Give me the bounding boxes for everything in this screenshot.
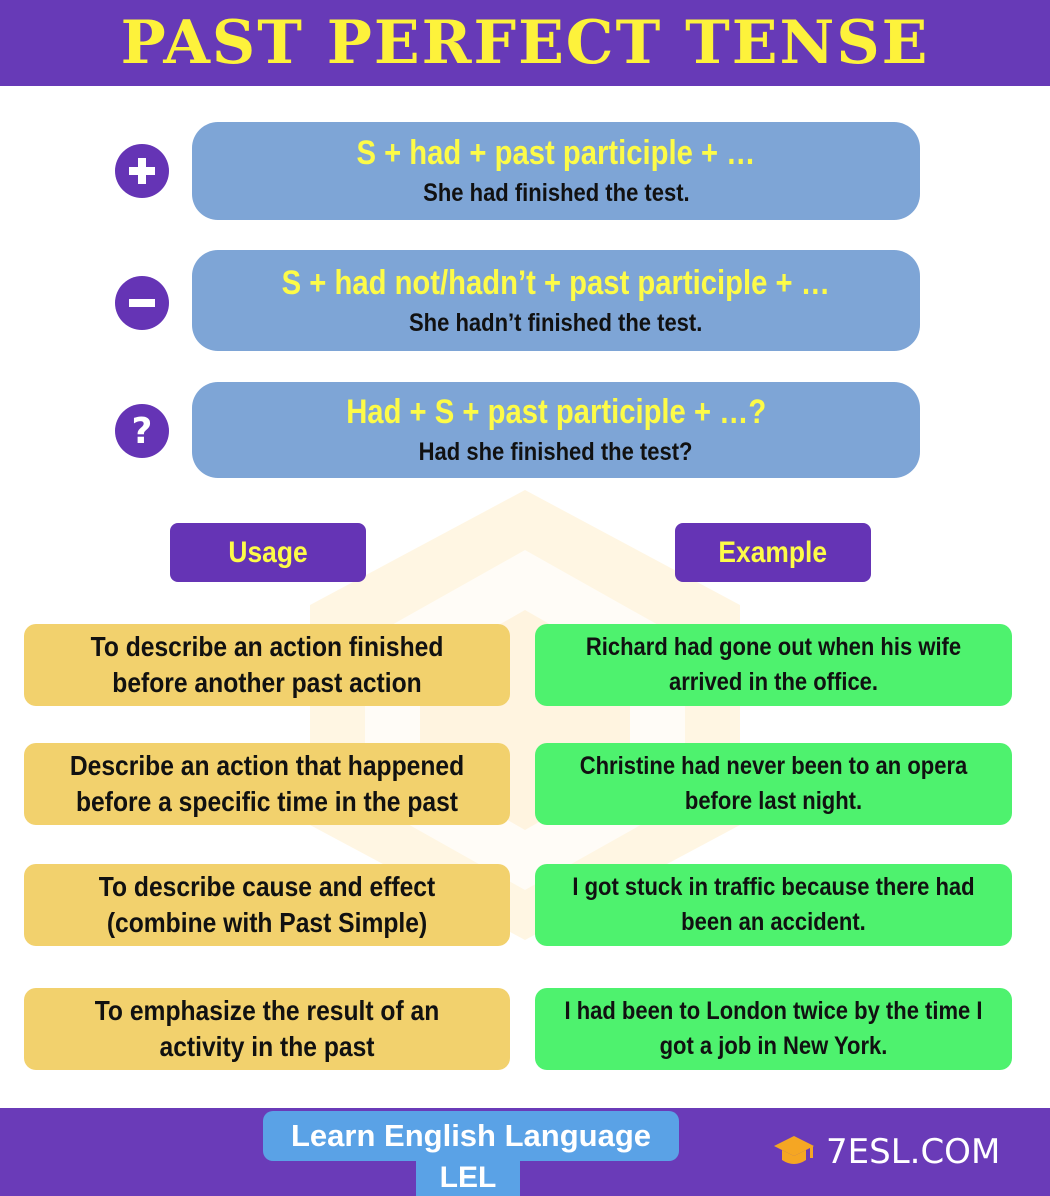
title-bar bbox=[0, 0, 1050, 86]
question-formula-box bbox=[192, 382, 920, 478]
example-item: I got stuck in traffic because there had been an accident. bbox=[535, 864, 1012, 946]
usage-item: Describe an action that happened before a specific time in the past bbox=[24, 743, 510, 825]
affirmative-formula: S + had + past participle + … bbox=[356, 134, 756, 172]
negative-formula-box bbox=[192, 250, 920, 351]
question-example: Had she finished the test? bbox=[419, 438, 693, 466]
example-label: Example bbox=[675, 523, 871, 582]
lel-badge: Learn English Language bbox=[263, 1111, 679, 1161]
usage-label: Usage bbox=[170, 523, 366, 582]
usage-item: To describe cause and effect (combine with Past Simple) bbox=[24, 864, 510, 946]
brand-logo bbox=[772, 1127, 1000, 1177]
brand-text: 7ESL.COM bbox=[826, 1132, 1001, 1172]
example-item: Richard had gone out when his wife arrived in the office. bbox=[535, 624, 1012, 706]
page-title: PAST PERFECT TENSE bbox=[120, 8, 930, 78]
lel-short-badge: LEL bbox=[416, 1160, 520, 1196]
minus-icon bbox=[115, 276, 169, 330]
graduation-cap-icon bbox=[772, 1132, 816, 1172]
question-formula: Had + S + past participle + …? bbox=[345, 393, 767, 431]
plus-icon bbox=[115, 144, 169, 198]
affirmative-formula-box bbox=[192, 122, 920, 220]
example-item: I had been to London twice by the time I got a job in New York. bbox=[535, 988, 1012, 1070]
usage-item: To emphasize the result of an activity in the past bbox=[24, 988, 510, 1070]
negative-formula: S + had not/hadn’t + past participle + … bbox=[281, 263, 831, 302]
affirmative-example: She had finished the test. bbox=[422, 179, 690, 207]
negative-example: She hadn’t finished the test. bbox=[409, 308, 703, 337]
example-item: Christine had never been to an opera before last night. bbox=[535, 743, 1012, 825]
usage-item: To describe an action finished before another past action bbox=[24, 624, 510, 706]
question-icon: ? bbox=[115, 404, 169, 458]
